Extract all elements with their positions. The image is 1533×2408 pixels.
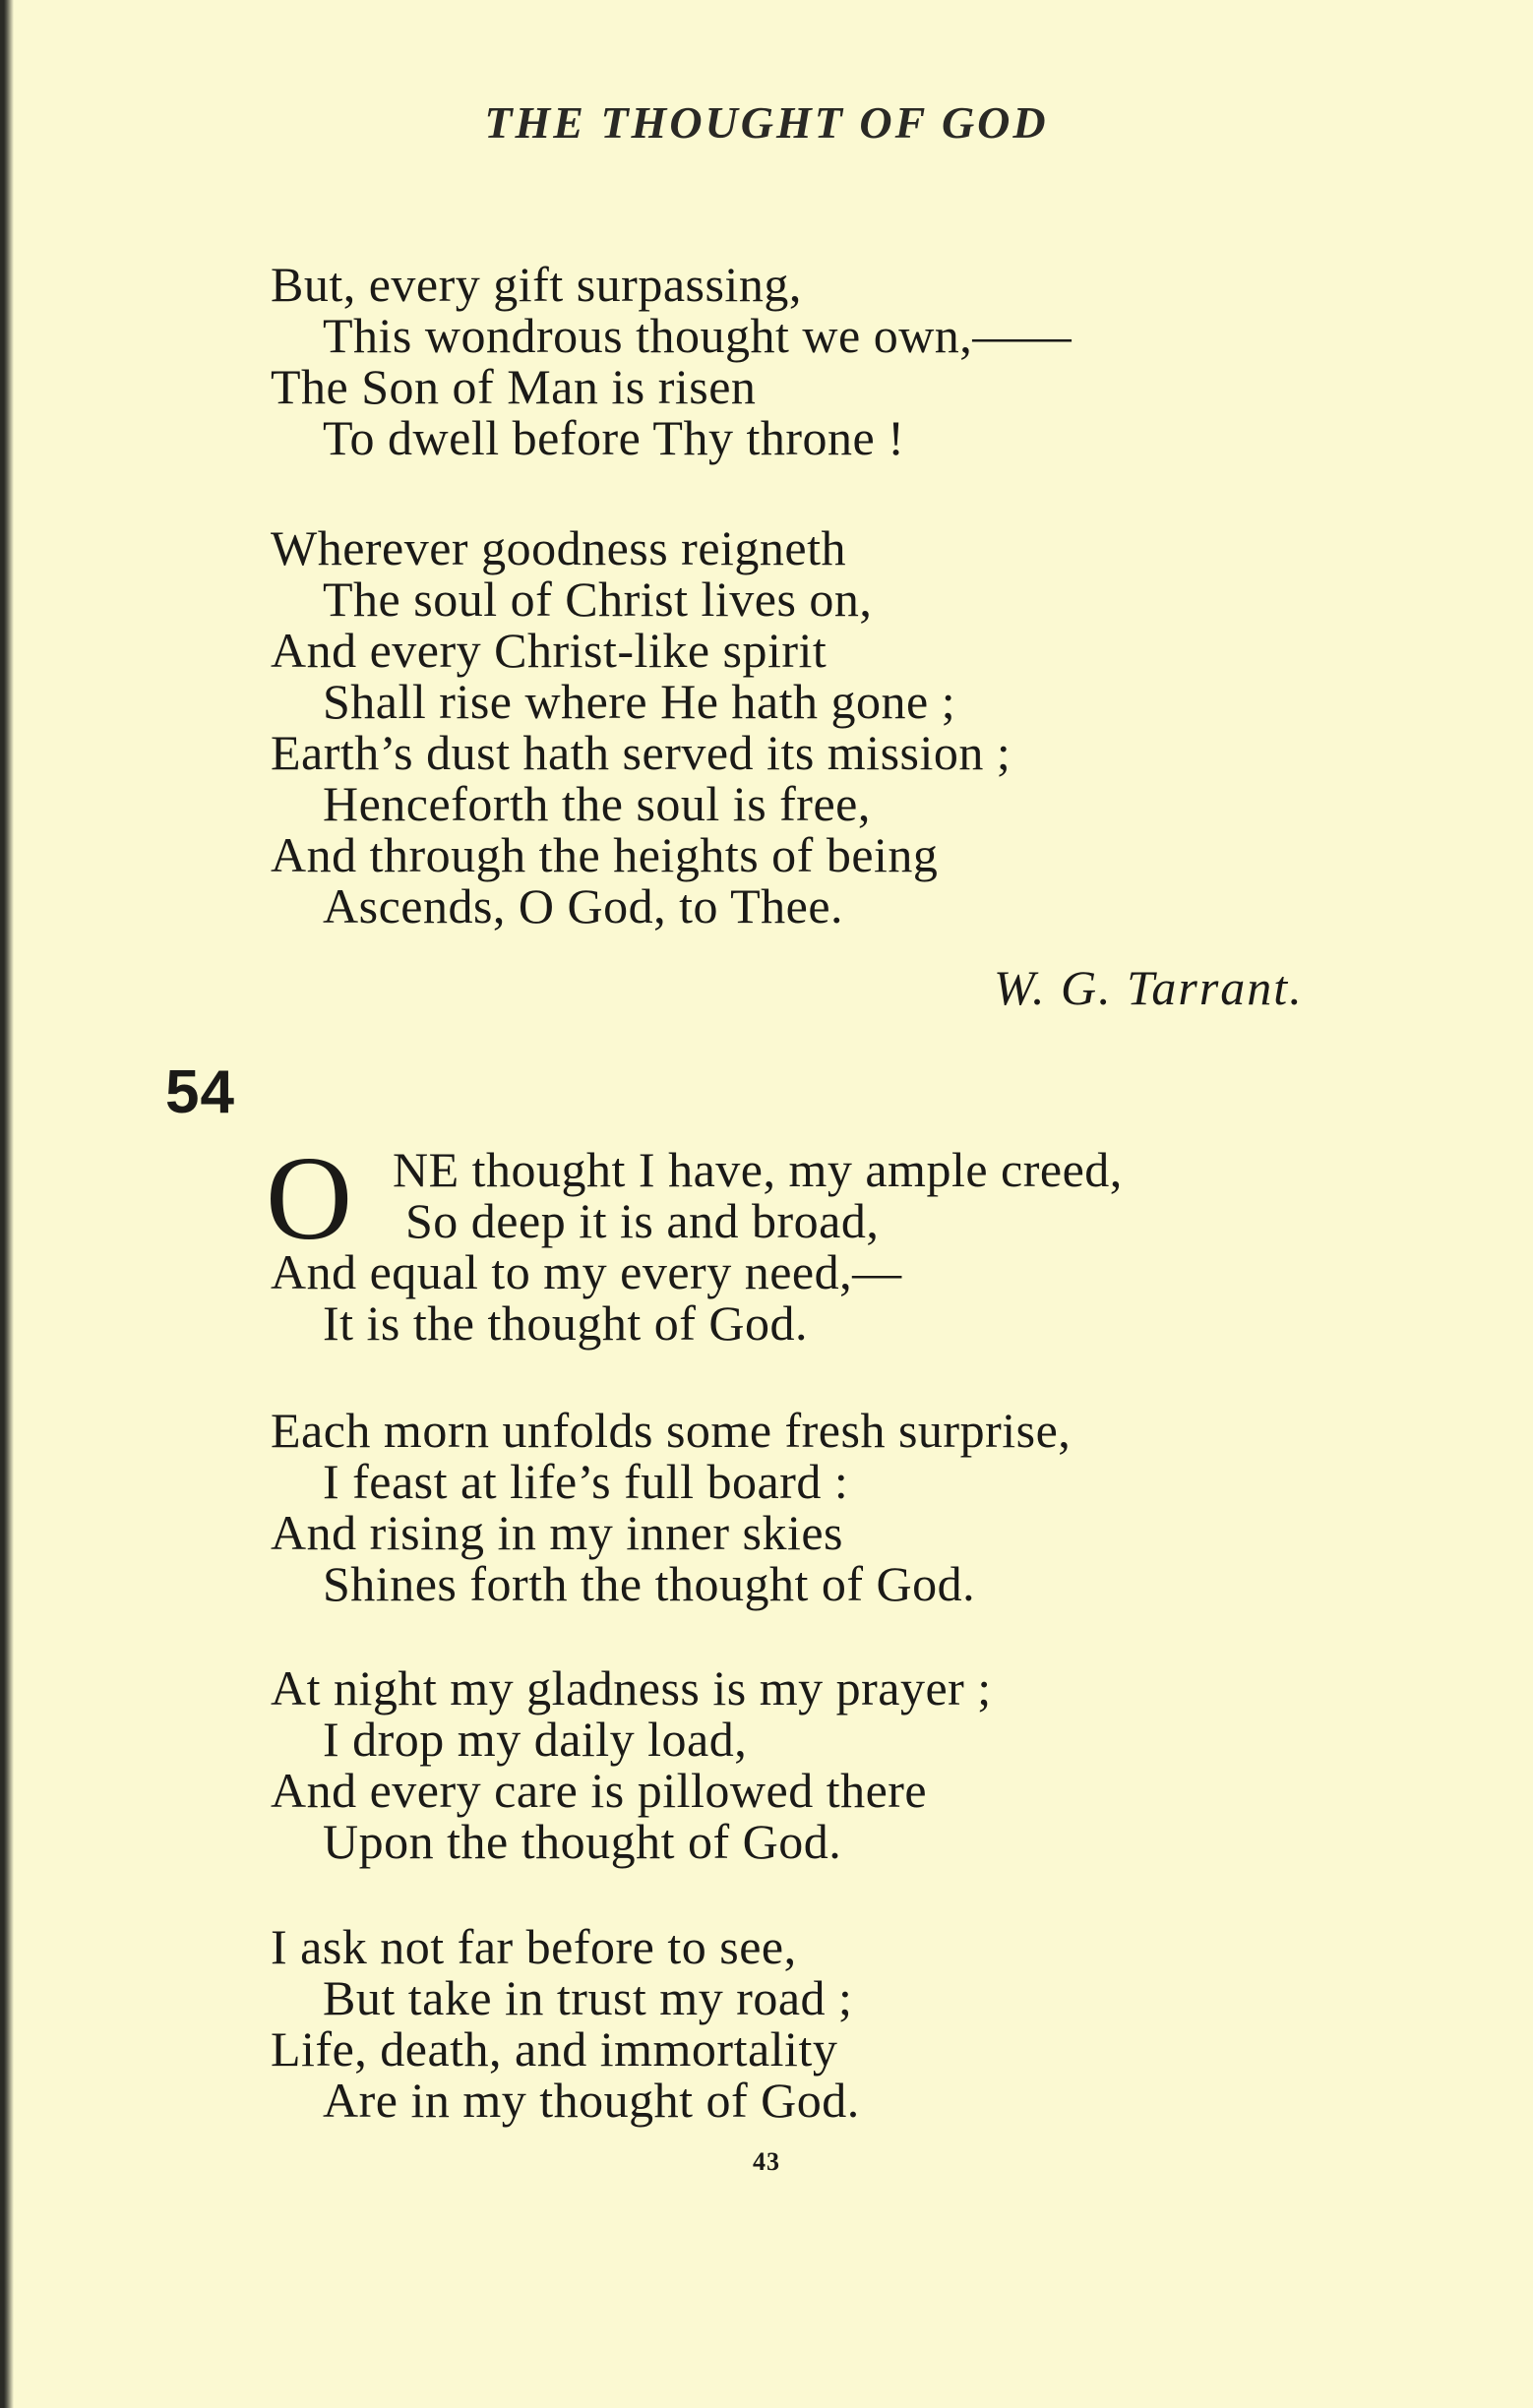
verse-line: Wherever goodness reigneth [271, 520, 846, 575]
hymn-number: 54 [165, 1058, 235, 1126]
drop-cap: O [266, 1132, 353, 1265]
verse-line: This wondrous thought we own,—— [323, 308, 1073, 363]
hymn-54-stanza-3 [271, 1662, 1451, 1867]
verse-line: Life, death, and immortality [271, 2021, 838, 2077]
verse-line: But, every gift surpassing, [271, 257, 802, 312]
verse-line: So deep it is and broad, [405, 1193, 880, 1248]
verse-line: But take in trust my road ; [323, 1970, 853, 2025]
verse-line: Upon the thought of God. [323, 1814, 842, 1869]
verse-line: NE thought I have, my ample creed, [393, 1142, 1123, 1197]
author-attribution: W. G. Tarrant. [994, 960, 1304, 1015]
hymn-53-stanza-2 [271, 522, 1451, 932]
verse-line: To dwell before Thy throne ! [323, 410, 905, 465]
verse-line: Each morn unfolds some fresh surprise, [271, 1403, 1072, 1458]
hymn-54-stanza-1 [271, 1144, 1451, 1349]
verse-line: I drop my daily load, [323, 1712, 748, 1767]
verse-line: At night my gladness is my prayer ; [271, 1660, 992, 1716]
verse-line: And through the heights of being [271, 827, 939, 882]
hymn-54-stanza-4 [271, 1921, 1451, 2126]
page-binding-edge [0, 0, 14, 2408]
verse-line: Shines forth the thought of God. [323, 1556, 976, 1611]
verse-line: The Son of Man is risen [271, 359, 757, 414]
verse-line: And every Christ-like spirit [271, 623, 828, 678]
verse-line: Shall rise where He hath gone ; [323, 674, 956, 729]
verse-line: And every care is pillowed there [271, 1763, 928, 1818]
running-head: THE THOUGHT OF GOD [484, 97, 1049, 148]
verse-line: I feast at life’s full board : [323, 1454, 849, 1509]
page-number: 43 [753, 2147, 780, 2176]
verse-line: Are in my thought of God. [323, 2073, 860, 2128]
verse-line: I ask not far before to see, [271, 1919, 797, 1974]
hymn-53-stanza-1 [271, 259, 1451, 463]
verse-line: The soul of Christ lives on, [323, 572, 873, 627]
verse-line: And equal to my every need,— [271, 1244, 902, 1299]
verse-line: Earth’s dust hath served its mission ; [271, 725, 1012, 780]
verse-line: And rising in my inner skies [271, 1505, 844, 1560]
verse-line: Henceforth the soul is free, [323, 776, 871, 831]
verse-line: It is the thought of God. [323, 1295, 809, 1351]
hymn-54-stanza-2 [271, 1405, 1451, 1609]
verse-line: Ascends, O God, to Thee. [323, 878, 844, 933]
